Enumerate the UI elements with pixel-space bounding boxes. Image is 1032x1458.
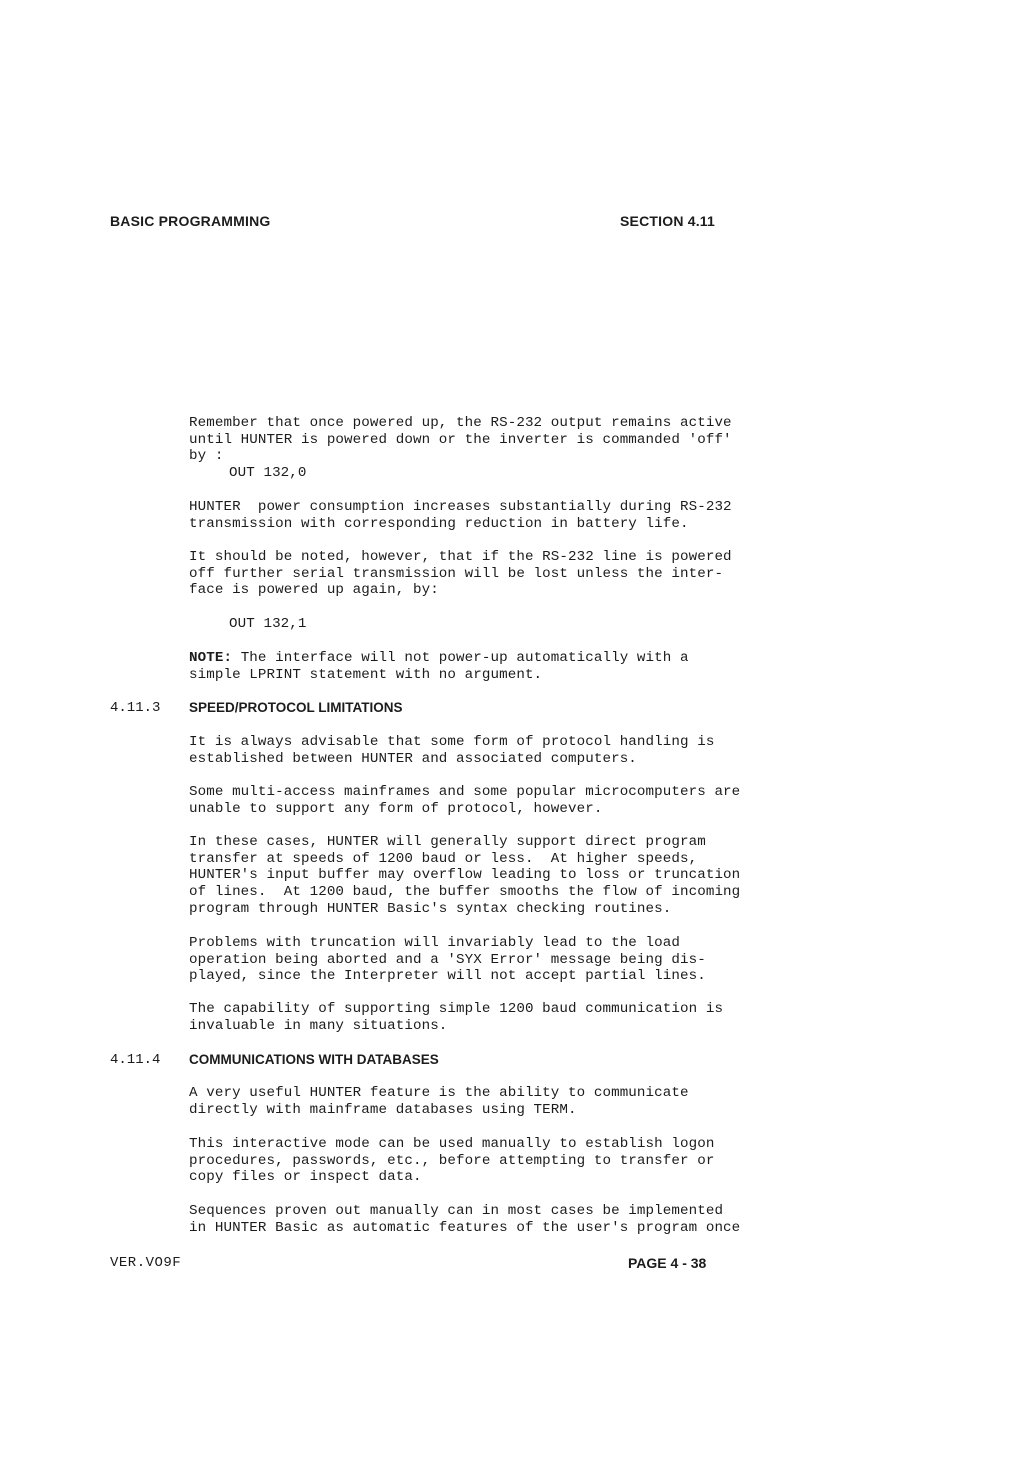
code-out-132-1: OUT 132,1: [229, 616, 307, 632]
text-line: Sequences proven out manually can in most cases be implemented: [189, 1203, 724, 1219]
paragraph-power-consumption: [189, 499, 732, 532]
paragraph-protocol-handling: [189, 734, 729, 767]
paragraph-sequences: [189, 1203, 741, 1236]
text-line: face is powered up again, by:: [189, 582, 439, 599]
paragraph-mainframes: [189, 784, 741, 817]
text-line: Some multi-access mainframes and some popular microcomputers are: [189, 784, 741, 800]
text-line: procedures, passwords, etc., before attempting to transfer or: [189, 1152, 715, 1169]
text-line: program through HUNTER Basic's syntax checking routines.: [189, 900, 672, 917]
text-line: played, since the Interpreter will not accept partial lines.: [189, 968, 706, 985]
section-title-communications: COMMUNICATIONS WITH DATABASES: [189, 1052, 439, 1067]
text-line: of lines. At 1200 baud, the buffer smooths the flow of incoming: [189, 884, 741, 901]
footer-version: VER.VO9F: [110, 1255, 182, 1271]
text-line: This interactive mode can be used manually to establish logon: [189, 1136, 715, 1152]
text-line: Remember that once powered up, the RS-232 output remains active: [189, 415, 732, 431]
footer-page-number: PAGE 4 - 38: [628, 1255, 707, 1271]
note-block: [189, 650, 729, 683]
text-line: in HUNTER Basic as automatic features of the user's program once: [189, 1219, 741, 1236]
text-line: HUNTER power consumption increases substantially during RS-232: [189, 499, 732, 515]
section-number-4-11-3: 4.11.3: [110, 700, 161, 716]
note-text: The interface will not power-up automatically with a: [232, 650, 689, 666]
text-line: copy files or inspect data.: [189, 1169, 422, 1186]
text-line: by :: [189, 448, 224, 465]
text-line: invaluable in many situations.: [189, 1017, 448, 1034]
text-line: HUNTER's input buffer may overflow leading to loss or truncation: [189, 867, 741, 884]
text-line: A very useful HUNTER feature is the ability to communicate: [189, 1085, 689, 1101]
text-line: simple LPRINT statement with no argument.: [189, 666, 543, 683]
text-line: Problems with truncation will invariably lead to the load: [189, 935, 680, 951]
paragraph-powered-off: [189, 549, 732, 599]
section-title-speed-protocol: SPEED/PROTOCOL LIMITATIONS: [189, 700, 403, 715]
text-line: transmission with corresponding reduction in battery life.: [189, 515, 689, 532]
text-line: off further serial transmission will be lost unless the inter-: [189, 565, 724, 582]
text-line: It should be noted, however, that if the RS-232 line is powered: [189, 549, 732, 565]
note-label: NOTE:: [189, 650, 233, 666]
text-line: In these cases, HUNTER will generally support direct program: [189, 834, 706, 850]
paragraph-transfer-speeds: [189, 834, 741, 918]
code-out-132-0: OUT 132,0: [229, 465, 307, 481]
header-title: BASIC PROGRAMMING: [110, 213, 271, 229]
text-line: established between HUNTER and associated computers.: [189, 750, 637, 767]
paragraph-databases: [189, 1085, 729, 1118]
text-line: The capability of supporting simple 1200 baud communication is: [189, 1001, 724, 1017]
paragraph-rs232-output: [189, 415, 732, 465]
paragraph-capability: [189, 1001, 729, 1034]
text-line: It is always advisable that some form of protocol handling is: [189, 734, 715, 750]
text-line: unable to support any form of protocol, however.: [189, 800, 603, 817]
text-line: operation being aborted and a 'SYX Error' message being dis-: [189, 951, 706, 968]
text-line: directly with mainframe databases using TERM.: [189, 1101, 577, 1118]
text-line: until HUNTER is powered down or the inverter is commanded 'off': [189, 431, 732, 448]
paragraph-truncation: [189, 935, 729, 985]
section-number-4-11-4: 4.11.4: [110, 1052, 161, 1068]
text-line: transfer at speeds of 1200 baud or less. At higher speeds,: [189, 850, 698, 867]
header-section: SECTION 4.11: [620, 213, 715, 229]
paragraph-interactive-mode: [189, 1136, 729, 1186]
